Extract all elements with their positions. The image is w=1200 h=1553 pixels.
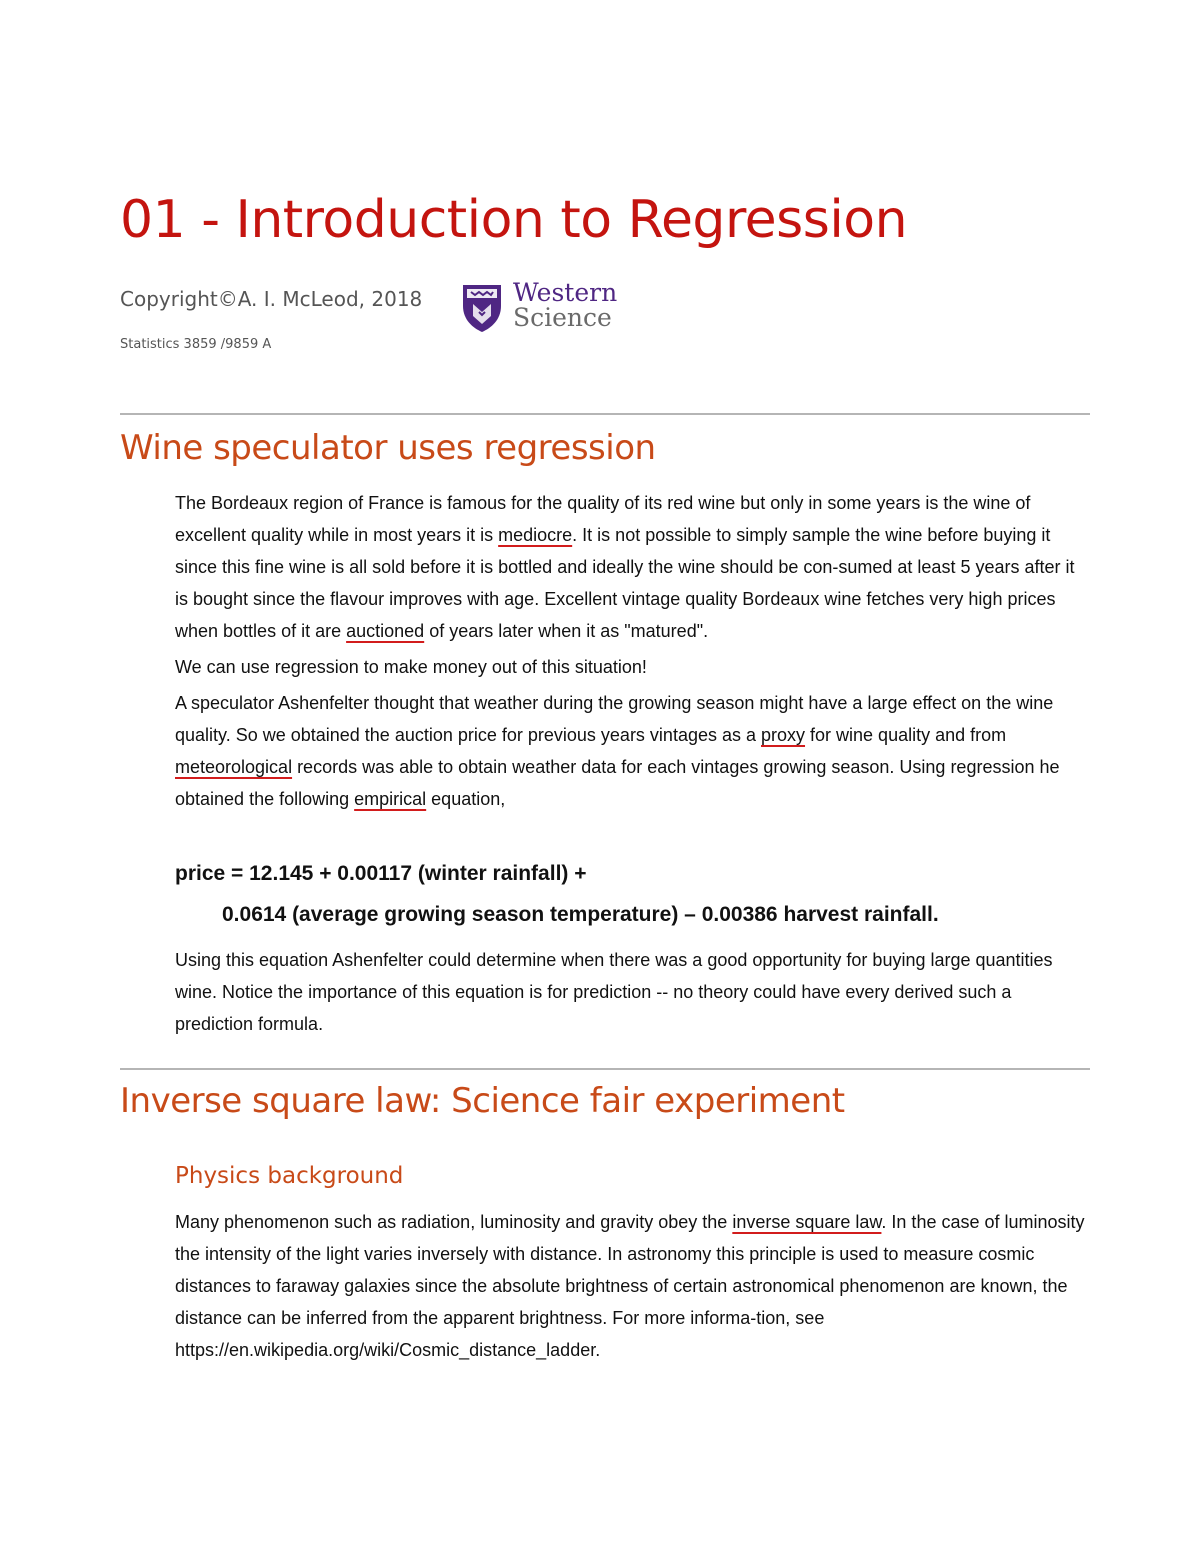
- text-run: . In the case of luminosity the intensity of the light varies inversely with distance. In astronomy this principle is used to measure cosmic distances to faraway galaxies since the absolute brightness of certain astronomical phenomenon are known, the distance can be inferred from the apparent brightness. For more informa-tion, see https://en.wikipedia.org/wiki/Cosmic_distance_ladder.: [175, 1212, 1085, 1360]
- equation-line-2: 0.0614 (average growing season temperature) – 0.00386 harvest rainfall.: [222, 903, 939, 926]
- wine-section-conclusion: [175, 944, 1085, 1040]
- logo-wordmark: [513, 280, 617, 330]
- text-run: records was able to obtain weather data for each vintages growing season. Using regression he obtained the following: [175, 757, 1060, 809]
- wine-section-body: [175, 487, 1085, 815]
- underlined-term-inverse-square-law: inverse square law: [732, 1212, 882, 1232]
- underlined-term-meteorological: meteorological: [175, 757, 293, 777]
- underlined-term-mediocre: mediocre: [498, 525, 573, 545]
- text-run: of years later when it as "matured".: [424, 621, 709, 641]
- text-run: for wine quality and from: [805, 725, 1007, 745]
- paragraph-ashenfelter: [175, 687, 1085, 815]
- text-run: A speculator Ashenfelter thought that weather during the growing season might have a large effect on the wine quality. So we obtained the auction price for previous years vintages as a: [175, 693, 1054, 745]
- logo-line-western: Western: [513, 278, 618, 307]
- page-title: 01 - Introduction to Regression: [120, 190, 908, 250]
- paragraph-prediction: Using this equation Ashenfelter could determine when there was a good opportunity for buying large quantities wine. Notice the importance of this equation is for prediction -- no theory could have every derived such a prediction formula.: [175, 950, 1053, 1034]
- text-run: equation,: [426, 789, 506, 809]
- paragraph-make-money: We can use regression to make money out of this situation!: [175, 657, 647, 677]
- underlined-term-empirical: empirical: [354, 789, 427, 809]
- section-divider: [120, 413, 1090, 415]
- text-run: Many phenomenon such as radiation, luminosity and gravity obey the: [175, 1212, 733, 1232]
- shield-icon: [459, 282, 505, 334]
- western-science-logo: [459, 280, 629, 338]
- paragraph-inverse-square: [175, 1206, 1085, 1366]
- subheading-physics-background: Physics background: [175, 1163, 404, 1189]
- physics-section-body: [175, 1206, 1085, 1366]
- copyright-line: Copyright©A. I. McLeod, 2018: [120, 287, 423, 311]
- equation-line-1: price = 12.145 + 0.00117 (winter rainfall) +: [175, 862, 587, 885]
- underlined-term-auctioned: auctioned: [346, 621, 425, 641]
- logo-line-science: Science: [513, 303, 612, 332]
- section-heading-inverse-square: Inverse square law: Science fair experiment: [120, 1081, 845, 1121]
- underlined-term-proxy: proxy: [761, 725, 806, 745]
- course-code: Statistics 3859 /9859 A: [120, 337, 272, 352]
- paragraph-bordeaux: [175, 487, 1085, 647]
- section-heading-wine: Wine speculator uses regression: [120, 428, 656, 468]
- text-run: The Bordeaux region of France is famous for the quality of its red wine but only in some years is the wine of excellent quality while in most years it is: [175, 493, 1031, 545]
- section-divider: [120, 1068, 1090, 1070]
- text-run: . It is not possible to simply sample the wine before buying it since this fine wine is all sold before it is bottled and ideally the wine should be con-sumed at least 5 years after it is bought since the flavour improves with age. Excellent vintage quality Bordeaux wine fetches very high prices when bottles of it are: [175, 525, 1075, 641]
